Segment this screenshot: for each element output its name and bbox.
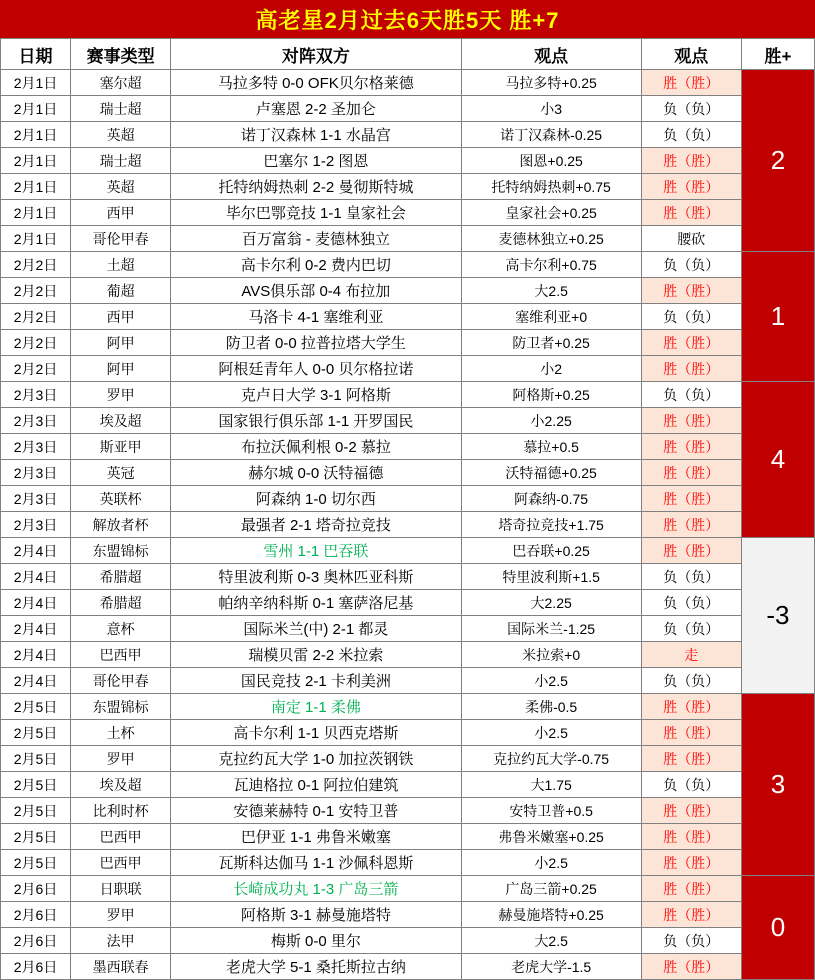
cell-match: 梅斯 0-0 里尔 — [171, 928, 461, 954]
cell-view: 塔奇拉竞技+1.75 — [461, 512, 641, 538]
cell-match: 国民竞技 2-1 卡利美洲 — [171, 668, 461, 694]
cell-date: 2月1日 — [1, 70, 71, 96]
table-row — [1, 772, 815, 798]
cell-date: 2月3日 — [1, 408, 71, 434]
cell-match: 阿森纳 1-0 切尔西 — [171, 486, 461, 512]
cell-league: 英超 — [71, 174, 171, 200]
cell-league: 罗甲 — [71, 746, 171, 772]
cell-result: 负（负） — [641, 304, 741, 330]
cell-date: 2月2日 — [1, 304, 71, 330]
cell-league: 英冠 — [71, 460, 171, 486]
cell-result: 负（负） — [641, 382, 741, 408]
cell-date: 2月4日 — [1, 590, 71, 616]
cell-view: 皇家社会+0.25 — [461, 200, 641, 226]
cell-league: 哥伦甲春 — [71, 668, 171, 694]
cell-date: 2月2日 — [1, 252, 71, 278]
cell-view: 托特纳姆热刺+0.75 — [461, 174, 641, 200]
table-header — [1, 39, 815, 70]
cell-league: 哥伦甲春 — [71, 226, 171, 252]
cell-result: 负（负） — [641, 252, 741, 278]
cell-result: 胜（胜） — [641, 824, 741, 850]
table-row — [1, 590, 815, 616]
table-row — [1, 460, 815, 486]
results-table — [0, 38, 815, 980]
cell-league: 西甲 — [71, 200, 171, 226]
cell-date: 2月6日 — [1, 902, 71, 928]
cell-view: 国际米兰-1.25 — [461, 616, 641, 642]
cell-result: 胜（胜） — [641, 356, 741, 382]
cell-league: 希腊超 — [71, 564, 171, 590]
cell-view: 大1.75 — [461, 772, 641, 798]
table-row — [1, 200, 815, 226]
cell-date: 2月1日 — [1, 226, 71, 252]
cell-match: 老虎大学 5-1 桑托斯拉古纳 — [171, 954, 461, 980]
table-row — [1, 486, 815, 512]
cell-date: 2月2日 — [1, 278, 71, 304]
cell-group-score: 0 — [741, 876, 814, 980]
table-row — [1, 746, 815, 772]
cell-result: 腰砍 — [641, 226, 741, 252]
table-row — [1, 512, 815, 538]
cell-result: 负（负） — [641, 96, 741, 122]
cell-view: 巴吞联+0.25 — [461, 538, 641, 564]
cell-match: 国家银行俱乐部 1-1 开罗国民 — [171, 408, 461, 434]
cell-league: 东盟锦标 — [71, 694, 171, 720]
cell-league: 罗甲 — [71, 902, 171, 928]
cell-group-score: 3 — [741, 694, 814, 876]
cell-match: 安德莱赫特 0-1 安特卫普 — [171, 798, 461, 824]
table-row — [1, 96, 815, 122]
cell-match: 毕尔巴鄂竞技 1-1 皇家社会 — [171, 200, 461, 226]
table-row — [1, 70, 815, 96]
cell-match: 克拉约瓦大学 1-0 加拉茨钢铁 — [171, 746, 461, 772]
cell-league: 巴西甲 — [71, 850, 171, 876]
cell-match: 长崎成功丸 1-3 广岛三箭 — [171, 876, 461, 902]
cell-league: 英超 — [71, 122, 171, 148]
cell-result: 负（负） — [641, 668, 741, 694]
cell-match: 巴塞尔 1-2 图恩 — [171, 148, 461, 174]
cell-date: 2月6日 — [1, 928, 71, 954]
cell-view: 慕拉+0.5 — [461, 434, 641, 460]
cell-match: 瓦迪格拉 0-1 阿拉伯建筑 — [171, 772, 461, 798]
table-row — [1, 850, 815, 876]
cell-view: 小2 — [461, 356, 641, 382]
cell-result: 胜（胜） — [641, 148, 741, 174]
cell-league: 葡超 — [71, 278, 171, 304]
cell-view: 麦德林独立+0.25 — [461, 226, 641, 252]
cell-result: 胜（胜） — [641, 278, 741, 304]
cell-league: 希腊超 — [71, 590, 171, 616]
cell-view: 老虎大学-1.5 — [461, 954, 641, 980]
table-row — [1, 876, 815, 902]
cell-result: 胜（胜） — [641, 902, 741, 928]
table-row — [1, 304, 815, 330]
cell-league: 意杯 — [71, 616, 171, 642]
cell-date: 2月4日 — [1, 564, 71, 590]
cell-view: 小2.25 — [461, 408, 641, 434]
cell-view: 特里波利斯+1.5 — [461, 564, 641, 590]
cell-date: 2月5日 — [1, 694, 71, 720]
cell-view: 防卫者+0.25 — [461, 330, 641, 356]
cell-view: 安特卫普+0.5 — [461, 798, 641, 824]
cell-league: 土超 — [71, 252, 171, 278]
header-row — [1, 39, 815, 70]
cell-view: 米拉索+0 — [461, 642, 641, 668]
cell-date: 2月1日 — [1, 200, 71, 226]
cell-league: 瑞士超 — [71, 96, 171, 122]
cell-view: 马拉多特+0.25 — [461, 70, 641, 96]
cell-match: 高卡尔利 1-1 贝西克塔斯 — [171, 720, 461, 746]
cell-date: 2月5日 — [1, 772, 71, 798]
column-header-league: 赛事类型 — [71, 39, 171, 70]
cell-group-score: 1 — [741, 252, 814, 382]
table-row — [1, 928, 815, 954]
cell-match: 国际米兰(中) 2-1 都灵 — [171, 616, 461, 642]
cell-date: 2月3日 — [1, 512, 71, 538]
cell-view: 弗鲁米嫩塞+0.25 — [461, 824, 641, 850]
cell-date: 2月1日 — [1, 148, 71, 174]
table-row — [1, 824, 815, 850]
table-row — [1, 174, 815, 200]
cell-view: 阿森纳-0.75 — [461, 486, 641, 512]
table-row — [1, 564, 815, 590]
cell-match: 南定 1-1 柔佛 — [171, 694, 461, 720]
cell-view: 诺丁汉森林-0.25 — [461, 122, 641, 148]
cell-match: 阿根廷青年人 0-0 贝尔格拉诺 — [171, 356, 461, 382]
cell-date: 2月6日 — [1, 876, 71, 902]
cell-result: 负（负） — [641, 564, 741, 590]
cell-match: AVS俱乐部 0-4 布拉加 — [171, 278, 461, 304]
cell-match: 布拉沃佩利根 0-2 慕拉 — [171, 434, 461, 460]
table-row — [1, 694, 815, 720]
cell-group-score: -3 — [741, 538, 814, 694]
table-row — [1, 356, 815, 382]
cell-date: 2月4日 — [1, 538, 71, 564]
cell-match: 瑞模贝雷 2-2 米拉索 — [171, 642, 461, 668]
page-title: 高老星2月过去6天胜5天 胜+7 — [0, 0, 815, 38]
cell-match: 瓦斯科达伽马 1-1 沙佩科恩斯 — [171, 850, 461, 876]
column-header-date: 日期 — [1, 39, 71, 70]
table-row — [1, 720, 815, 746]
cell-date: 2月1日 — [1, 174, 71, 200]
cell-league: 法甲 — [71, 928, 171, 954]
column-header-score: 胜+ — [741, 39, 814, 70]
table-row — [1, 226, 815, 252]
cell-date: 2月4日 — [1, 668, 71, 694]
cell-date: 2月2日 — [1, 330, 71, 356]
cell-league: 斯亚甲 — [71, 434, 171, 460]
cell-match: 马拉多特 0-0 OFK贝尔格莱德 — [171, 70, 461, 96]
cell-league: 埃及超 — [71, 408, 171, 434]
column-header-result: 观点 — [641, 39, 741, 70]
cell-date: 2月3日 — [1, 460, 71, 486]
cell-result: 胜（胜） — [641, 434, 741, 460]
cell-match: 防卫者 0-0 拉普拉塔大学生 — [171, 330, 461, 356]
cell-match: 最强者 2-1 塔奇拉竞技 — [171, 512, 461, 538]
table-row — [1, 330, 815, 356]
cell-result: 负（负） — [641, 772, 741, 798]
cell-league: 罗甲 — [71, 382, 171, 408]
cell-result: 胜（胜） — [641, 408, 741, 434]
cell-result: 负（负） — [641, 122, 741, 148]
cell-result: 胜（胜） — [641, 512, 741, 538]
cell-match: 卢塞恩 2-2 圣加仑 — [171, 96, 461, 122]
cell-date: 2月1日 — [1, 96, 71, 122]
cell-result: 胜（胜） — [641, 798, 741, 824]
cell-date: 2月4日 — [1, 616, 71, 642]
cell-result: 胜（胜） — [641, 538, 741, 564]
cell-date: 2月5日 — [1, 798, 71, 824]
cell-result: 负（负） — [641, 928, 741, 954]
cell-league: 比利时杯 — [71, 798, 171, 824]
cell-view: 图恩+0.25 — [461, 148, 641, 174]
cell-match: 赫尔城 0-0 沃特福德 — [171, 460, 461, 486]
table-row — [1, 538, 815, 564]
cell-result: 走 — [641, 642, 741, 668]
table-row — [1, 642, 815, 668]
cell-date: 2月3日 — [1, 486, 71, 512]
cell-match: 帕纳辛纳科斯 0-1 塞萨洛尼基 — [171, 590, 461, 616]
cell-match: 特里波利斯 0-3 奥林匹亚科斯 — [171, 564, 461, 590]
cell-date: 2月1日 — [1, 122, 71, 148]
table-row — [1, 668, 815, 694]
cell-match: 克卢日大学 3-1 阿格斯 — [171, 382, 461, 408]
cell-match: 巴伊亚 1-1 弗鲁米嫩塞 — [171, 824, 461, 850]
table-body — [1, 70, 815, 980]
table-row — [1, 382, 815, 408]
cell-view: 小3 — [461, 96, 641, 122]
cell-date: 2月5日 — [1, 850, 71, 876]
cell-league: 巴西甲 — [71, 642, 171, 668]
cell-league: 英联杯 — [71, 486, 171, 512]
cell-view: 小2.5 — [461, 668, 641, 694]
table-row — [1, 616, 815, 642]
column-header-match: 对阵双方 — [171, 39, 461, 70]
cell-match: 百万富翁 - 麦德林独立 — [171, 226, 461, 252]
cell-result: 胜（胜） — [641, 486, 741, 512]
cell-view: 赫曼施塔特+0.25 — [461, 902, 641, 928]
cell-result: 胜（胜） — [641, 850, 741, 876]
cell-result: 胜（胜） — [641, 694, 741, 720]
cell-date: 2月2日 — [1, 356, 71, 382]
cell-match: 阿格斯 3-1 赫曼施塔特 — [171, 902, 461, 928]
cell-view: 小2.5 — [461, 850, 641, 876]
cell-result: 胜（胜） — [641, 876, 741, 902]
cell-match: 托特纳姆热刺 2-2 曼彻斯特城 — [171, 174, 461, 200]
cell-league: 阿甲 — [71, 356, 171, 382]
cell-league: 瑞士超 — [71, 148, 171, 174]
cell-view: 大2.25 — [461, 590, 641, 616]
cell-result: 胜（胜） — [641, 954, 741, 980]
cell-date: 2月5日 — [1, 746, 71, 772]
cell-view: 高卡尔利+0.75 — [461, 252, 641, 278]
cell-view: 克拉约瓦大学-0.75 — [461, 746, 641, 772]
cell-result: 负（负） — [641, 616, 741, 642]
cell-date: 2月5日 — [1, 824, 71, 850]
cell-date: 2月3日 — [1, 382, 71, 408]
table-row — [1, 252, 815, 278]
cell-view: 广岛三箭+0.25 — [461, 876, 641, 902]
table-row — [1, 278, 815, 304]
cell-view: 小2.5 — [461, 720, 641, 746]
cell-view: 塞维利亚+0 — [461, 304, 641, 330]
cell-result: 胜（胜） — [641, 460, 741, 486]
cell-date: 2月6日 — [1, 954, 71, 980]
cell-league: 土杯 — [71, 720, 171, 746]
cell-match: 马洛卡 4-1 塞维利亚 — [171, 304, 461, 330]
cell-league: 东盟锦标 — [71, 538, 171, 564]
cell-league: 阿甲 — [71, 330, 171, 356]
cell-date: 2月4日 — [1, 642, 71, 668]
table-row — [1, 434, 815, 460]
table-row — [1, 408, 815, 434]
table-row — [1, 902, 815, 928]
cell-league: 墨西联春 — [71, 954, 171, 980]
cell-league: 埃及超 — [71, 772, 171, 798]
cell-view: 大2.5 — [461, 278, 641, 304]
table-row — [1, 798, 815, 824]
cell-match: 雪州 1-1 巴吞联 — [171, 538, 461, 564]
cell-result: 胜（胜） — [641, 70, 741, 96]
cell-match: 高卡尔利 0-2 费内巴切 — [171, 252, 461, 278]
cell-view: 阿格斯+0.25 — [461, 382, 641, 408]
cell-result: 胜（胜） — [641, 174, 741, 200]
cell-view: 沃特福德+0.25 — [461, 460, 641, 486]
table-row — [1, 122, 815, 148]
cell-result: 胜（胜） — [641, 330, 741, 356]
cell-league: 巴西甲 — [71, 824, 171, 850]
cell-league: 日职联 — [71, 876, 171, 902]
cell-result: 胜（胜） — [641, 746, 741, 772]
cell-date: 2月3日 — [1, 434, 71, 460]
cell-view: 大2.5 — [461, 928, 641, 954]
cell-group-score: 2 — [741, 70, 814, 252]
cell-group-score: 4 — [741, 382, 814, 538]
cell-league: 西甲 — [71, 304, 171, 330]
cell-result: 负（负） — [641, 590, 741, 616]
cell-league: 塞尔超 — [71, 70, 171, 96]
cell-match: 诺丁汉森林 1-1 水晶宫 — [171, 122, 461, 148]
cell-date: 2月5日 — [1, 720, 71, 746]
cell-result: 胜（胜） — [641, 200, 741, 226]
cell-view: 柔佛-0.5 — [461, 694, 641, 720]
cell-league: 解放者杯 — [71, 512, 171, 538]
table-row — [1, 148, 815, 174]
column-header-view: 观点 — [461, 39, 641, 70]
cell-result: 胜（胜） — [641, 720, 741, 746]
table-row — [1, 954, 815, 980]
